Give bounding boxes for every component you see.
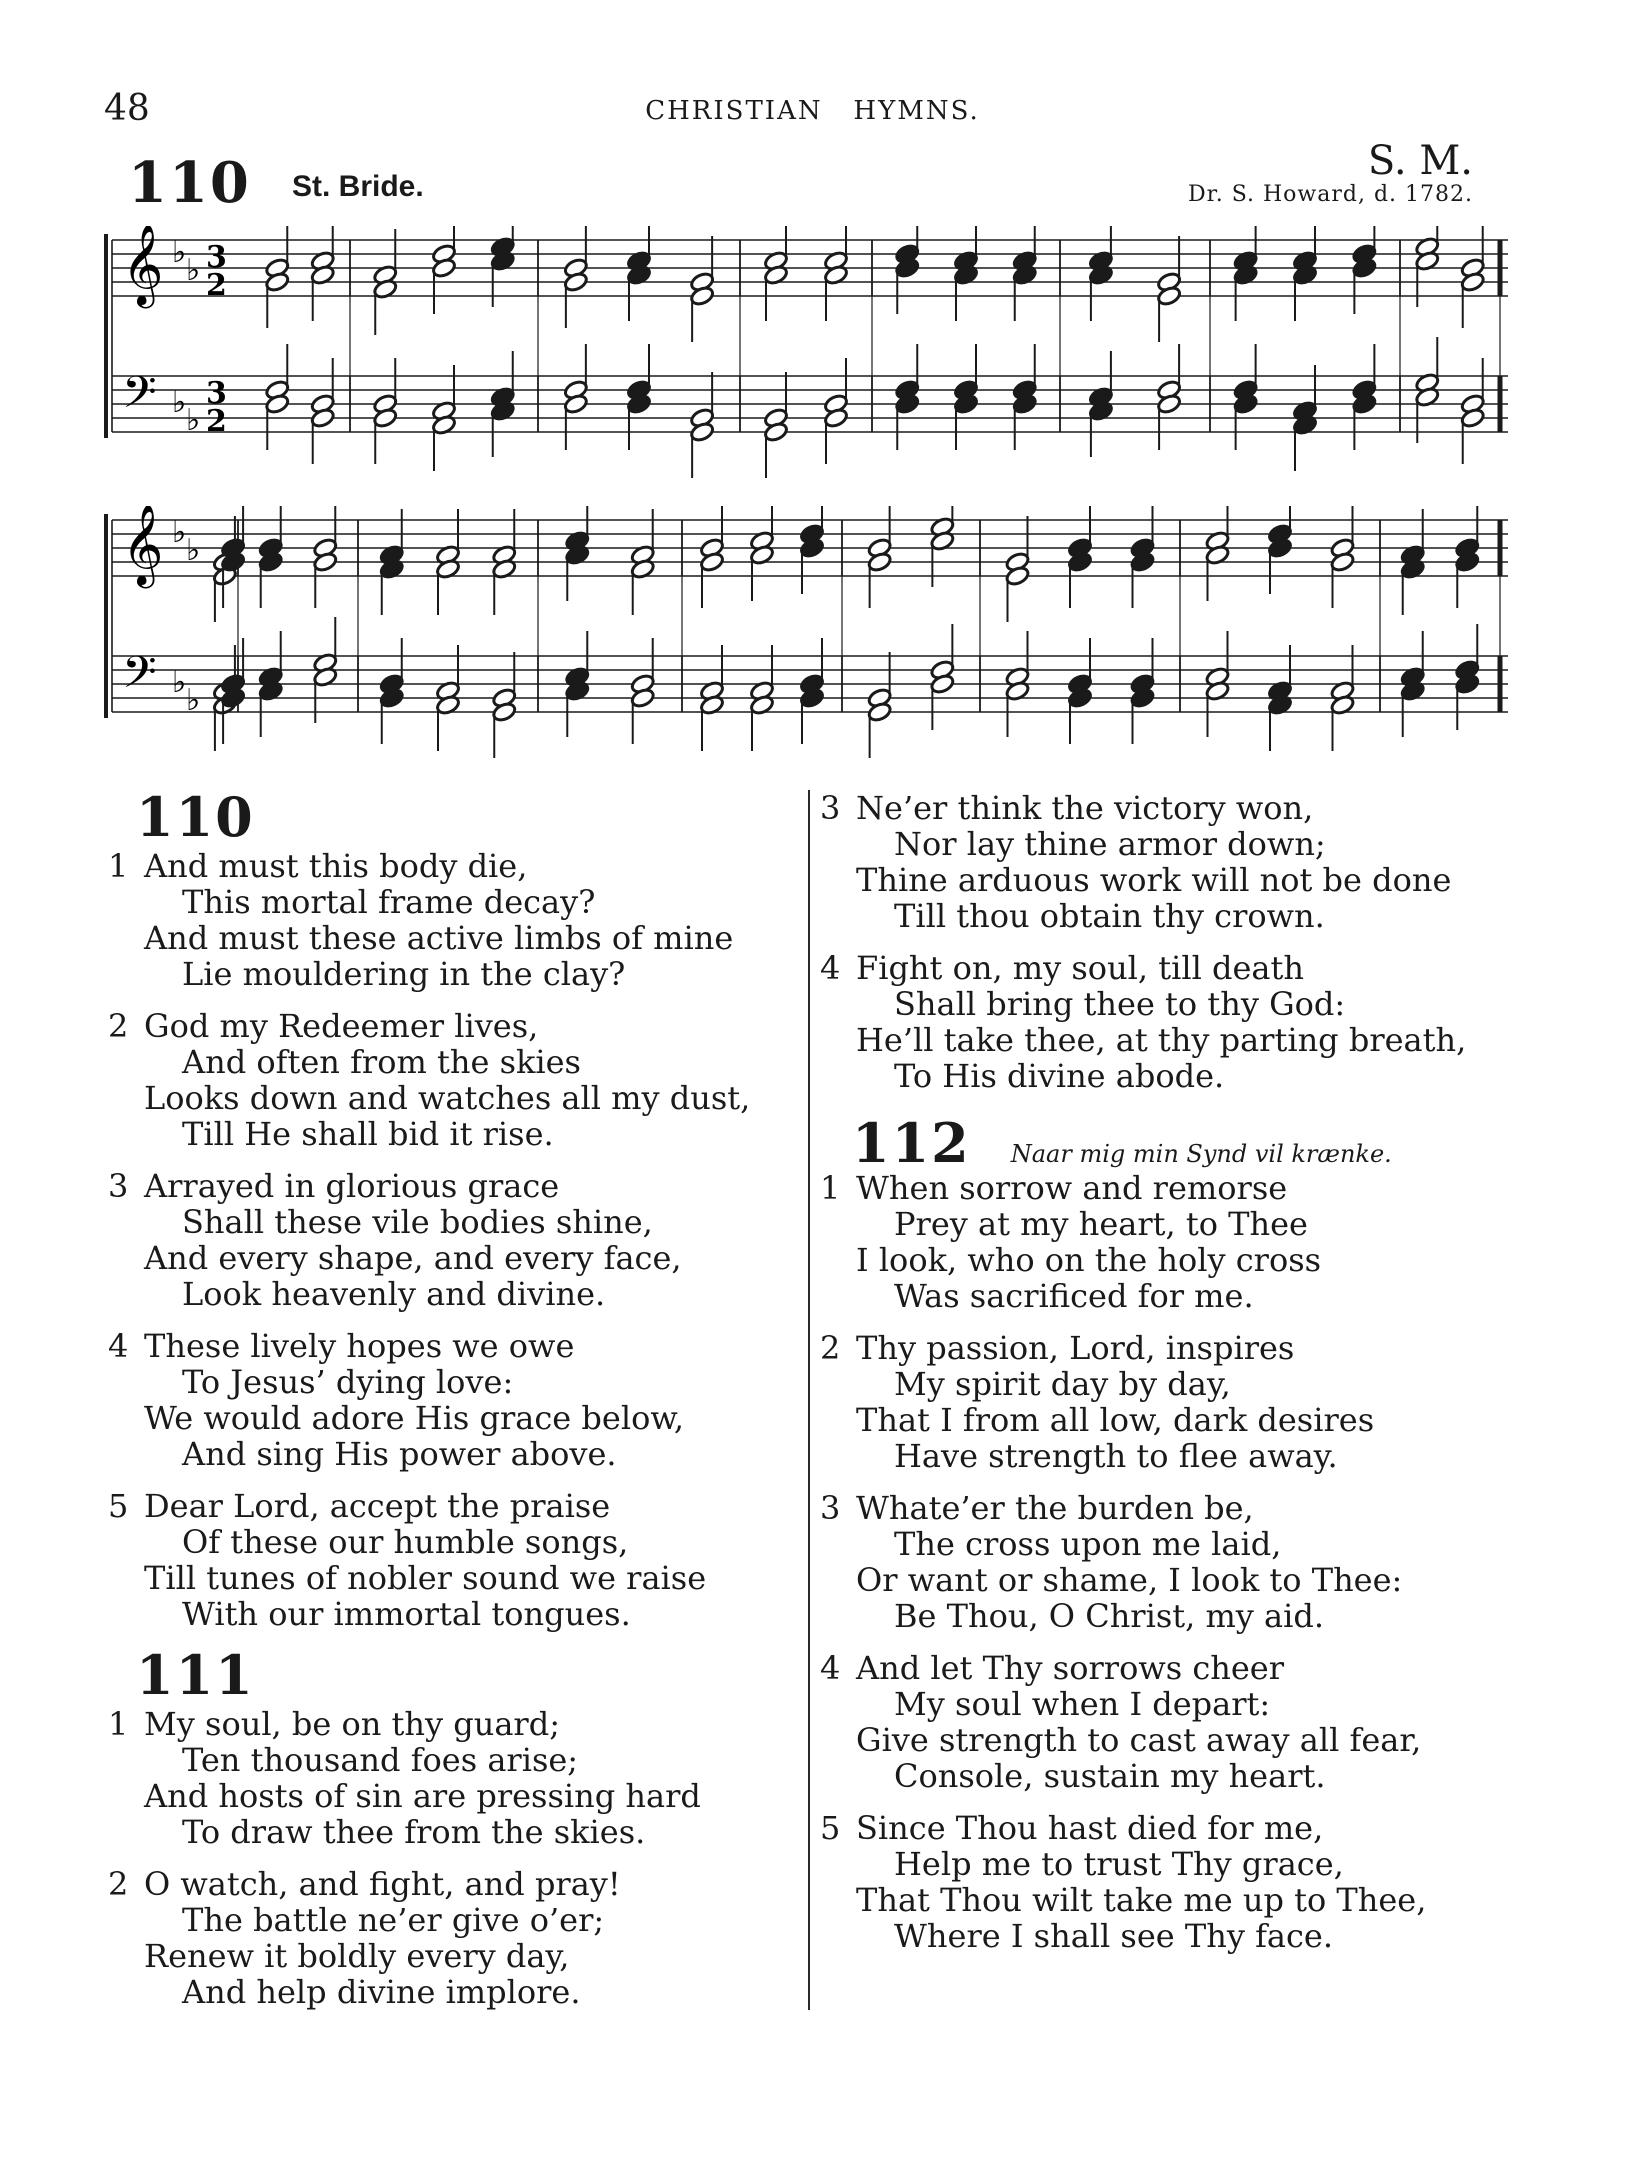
stanza-lines [856, 1170, 1520, 1314]
stanza-number: 2 [108, 1007, 129, 1045]
verse-line: Ten thousand foes arise; [182, 1741, 579, 1779]
stanza [820, 1330, 1520, 1474]
bass-clef-icon: 𝄢 [122, 646, 157, 709]
verse-line: Fight on, my soul, till death [856, 949, 1304, 987]
flat-icon: ♭ [172, 385, 187, 420]
time-signature-bottom: 2 [206, 404, 227, 439]
stanza-number: 3 [820, 1489, 841, 1527]
verse-line: Was sacrificed for me. [894, 1277, 1254, 1315]
verse-line: Look heavenly and divine. [182, 1275, 606, 1313]
verse-line: When sorrow and remorse [856, 1169, 1288, 1207]
verse-line: O watch, and fight, and pray! [144, 1865, 621, 1903]
stanza [820, 1810, 1520, 1954]
verse-line: My spirit day by day, [894, 1365, 1231, 1403]
hymn-110 [108, 785, 798, 1633]
stanza-number: 2 [820, 1329, 841, 1367]
stanza-number: 2 [108, 1865, 129, 1903]
hymn-112-header [820, 1111, 1520, 1175]
time-signature-bottom: 2 [206, 268, 227, 303]
stanza-number: 4 [108, 1327, 129, 1365]
hymn-111 [108, 1643, 798, 2011]
column-divider [808, 790, 810, 2010]
verse-line: Or want or shame, I look to Thee: [856, 1561, 1403, 1599]
stanza-number: 4 [820, 949, 841, 987]
verse-line: Prey at my heart, to Thee [894, 1205, 1308, 1243]
treble-clef-icon: 𝄞 [122, 506, 164, 585]
verse-line: Till He shall bid it rise. [182, 1115, 554, 1153]
verse-line: Console, sustain my heart. [894, 1757, 1326, 1795]
verse-line: Arrayed in glorious grace [144, 1167, 560, 1205]
verse-line: And must these active limbs of mine [144, 919, 734, 957]
time-signature-top: 3 [206, 376, 227, 411]
verse-line: Till tunes of nobler sound we raise [144, 1559, 707, 1597]
verse-line: And sing His power above. [182, 1435, 617, 1473]
hymn-number: 110 [136, 785, 255, 849]
verse-line: The cross upon me laid, [894, 1525, 1282, 1563]
stanza-number: 5 [820, 1809, 841, 1847]
hymn-number: 111 [136, 1643, 255, 1707]
hymn-111-stanzas [108, 1706, 798, 2010]
hymn-110-stanzas [108, 848, 798, 1632]
hymn-111-continued [820, 790, 1520, 1094]
time-signature-top: 3 [206, 240, 227, 275]
stanza [820, 1650, 1520, 1794]
stanza [820, 1490, 1520, 1634]
stanza-number: 1 [820, 1169, 841, 1207]
stanza [820, 790, 1520, 934]
verse-line: Where I shall see Thy face. [894, 1917, 1334, 1955]
verse-line: He’ll take thee, at thy parting breath, [856, 1021, 1467, 1059]
verse-line: My soul when I depart: [894, 1685, 1271, 1723]
page-number: 48 [104, 88, 150, 129]
verse-line: Ne’er think the victory won, [856, 789, 1314, 827]
stanza [108, 1328, 798, 1472]
verse-line: That Thou wilt take me up to Thee, [856, 1881, 1427, 1919]
music-score-system-2 [100, 506, 1520, 786]
verse-line: Help me to trust Thy grace, [894, 1845, 1344, 1883]
verse-line: And often from the skies [182, 1043, 581, 1081]
meter: S. M. [1367, 138, 1473, 184]
verse-line: Lie mouldering in the clay? [182, 955, 626, 993]
verse-line: Shall bring thee to thy God: [894, 985, 1346, 1023]
stanza [108, 848, 798, 992]
stanza-lines [144, 1328, 798, 1472]
flat-icon: ♭ [186, 403, 201, 438]
verse-line: And hosts of sin are pressing hard [144, 1777, 701, 1815]
stanza [820, 950, 1520, 1094]
stanza-lines [856, 950, 1520, 1094]
stanza-lines [144, 1168, 798, 1312]
verse-line: That I from all low, dark desires [856, 1401, 1375, 1439]
verse-line: And let Thy sorrows cheer [856, 1649, 1285, 1687]
verse-line: Have strength to flee away. [894, 1437, 1338, 1475]
flat-icon: ♭ [172, 235, 187, 270]
hymn-subtitle: Naar mig min Synd vil krænke. [1010, 1140, 1392, 1168]
stanza-lines [144, 848, 798, 992]
tune-number: 110 [128, 150, 251, 216]
stanza-lines [144, 1866, 798, 2010]
stanza-lines [856, 1330, 1520, 1474]
stanza [108, 1008, 798, 1152]
staff-system-2 [100, 506, 1520, 786]
verse-line: Give strength to cast away all fear, [856, 1721, 1422, 1759]
verse-line: Since Thou hast died for me, [856, 1809, 1324, 1847]
stanza-lines [856, 1810, 1520, 1954]
stanza [108, 1706, 798, 1850]
verse-line: Thy passion, Lord, inspires [856, 1329, 1295, 1367]
verse-line: Be Thou, O Christ, my aid. [894, 1597, 1325, 1635]
stanza [108, 1488, 798, 1632]
verse-line: Of these our humble songs, [182, 1523, 629, 1561]
composer: Dr. S. Howard, d. 1782. [1187, 182, 1473, 207]
flat-icon: ♭ [172, 515, 187, 550]
verse-line: To draw thee from the skies. [182, 1813, 646, 1851]
stanza-lines [144, 1008, 798, 1152]
verse-line: To His divine abode. [894, 1057, 1225, 1095]
verse-line: God my Redeemer lives, [144, 1007, 539, 1045]
flat-icon: ♭ [186, 683, 201, 718]
flat-icon: ♭ [186, 253, 201, 288]
verse-line: Whate’er the burden be, [856, 1489, 1254, 1527]
verse-line: We would adore His grace below, [144, 1399, 685, 1437]
stanza-number: 4 [820, 1649, 841, 1687]
verse-line: And help divine implore. [182, 1973, 581, 2011]
stanza-number: 1 [108, 847, 129, 885]
verse-line: Looks down and watches all my dust, [144, 1079, 751, 1117]
flat-icon: ♭ [172, 665, 187, 700]
verse-line: Dear Lord, accept the praise [144, 1487, 611, 1525]
stanza-lines [856, 790, 1520, 934]
tune-name: St. Bride. [292, 170, 424, 203]
stanza [108, 1168, 798, 1312]
verse-line: Nor lay thine armor down; [894, 825, 1326, 863]
running-title: CHRISTIAN HYMNS. [645, 96, 980, 126]
stanza-number: 5 [108, 1487, 129, 1525]
hymn-number: 112 [852, 1111, 971, 1175]
staff-system-1 [100, 226, 1520, 506]
stanza-number: 3 [820, 789, 841, 827]
verse-line: To Jesus’ dying love: [182, 1363, 514, 1401]
treble-clef-icon: 𝄞 [122, 226, 164, 305]
hymn-112-stanzas [820, 1170, 1520, 1954]
left-column [108, 785, 798, 2026]
verse-line: Thine arduous work will not be done [856, 861, 1452, 899]
verse-line: Renew it boldly every day, [144, 1937, 570, 1975]
verse-line: Till thou obtain thy crown. [894, 897, 1325, 935]
flat-icon: ♭ [186, 533, 201, 568]
stanza-lines [856, 1490, 1520, 1634]
verse-line: And must this body die, [144, 847, 528, 885]
verse-line: This mortal frame decay? [182, 883, 596, 921]
verse-line: And every shape, and every face, [144, 1239, 682, 1277]
stanza [108, 1866, 798, 2010]
stanza [820, 1170, 1520, 1314]
verse-line: I look, who on the holy cross [856, 1241, 1322, 1279]
stanza-lines [144, 1488, 798, 1632]
stanza-lines [144, 1706, 798, 1850]
hymn-112 [820, 1111, 1520, 1955]
stanza-lines [856, 1650, 1520, 1794]
bass-clef-icon: 𝄢 [122, 366, 157, 429]
verse-line: With our immortal tongues. [182, 1595, 631, 1633]
verse-line: The battle ne’er give o’er; [182, 1901, 605, 1939]
verse-line: Shall these vile bodies shine, [182, 1203, 653, 1241]
right-column [820, 790, 1520, 1970]
verse-line: These lively hopes we owe [144, 1327, 575, 1365]
stanza-number: 3 [108, 1167, 129, 1205]
verse-line: My soul, be on thy guard; [144, 1705, 560, 1743]
stanza-number: 1 [108, 1705, 129, 1743]
